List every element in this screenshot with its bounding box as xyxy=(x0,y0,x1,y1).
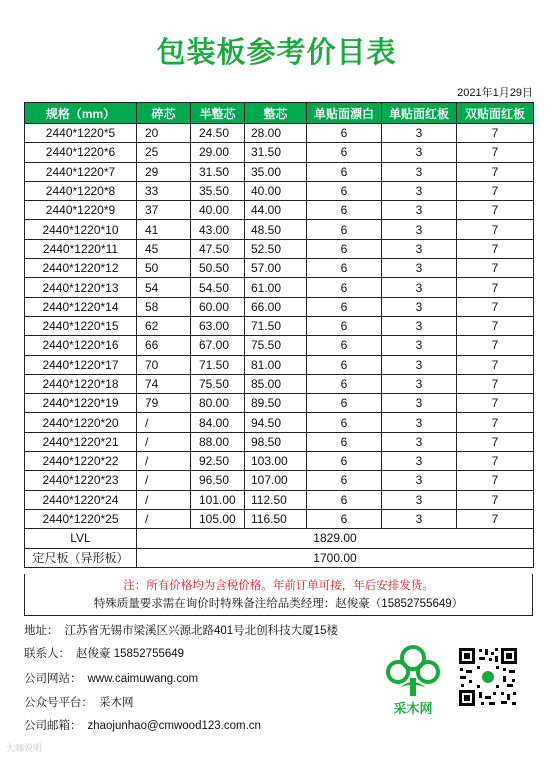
cell-suixin: 25 xyxy=(137,143,191,162)
cell-banzhengxin: 54.50 xyxy=(191,278,245,297)
cell-zhengxin: 48.50 xyxy=(245,220,307,239)
table-row xyxy=(25,259,534,278)
cell-single-red: 3 xyxy=(382,374,457,393)
table-row xyxy=(25,297,534,316)
cell-single-bleached: 6 xyxy=(307,143,382,162)
cell-banzhengxin: 29.00 xyxy=(191,143,245,162)
address-line xyxy=(24,622,338,638)
cell-double-red: 7 xyxy=(457,374,534,393)
header-single-red: 单贴面红板 xyxy=(382,103,457,124)
cell-single-red: 3 xyxy=(382,259,457,278)
cell-single-red: 3 xyxy=(382,394,457,413)
cell-zhengxin: 112.50 xyxy=(245,490,307,509)
header-spec: 规格（mm） xyxy=(25,103,137,124)
cell-single-bleached: 6 xyxy=(307,432,382,451)
table-row xyxy=(25,413,534,432)
note-black: 特殊质量要求需在询价时特殊备注给品类经理：赵俊豪（15852755649） xyxy=(93,598,464,610)
cell-double-red: 7 xyxy=(457,259,534,278)
cell-zhengxin: 71.50 xyxy=(245,316,307,335)
cell-double-red: 7 xyxy=(457,336,534,355)
fixed-label: 定尺板（异形板） xyxy=(25,548,137,567)
cell-spec: 2440*1220*21 xyxy=(25,432,137,451)
cell-banzhengxin: 92.50 xyxy=(191,452,245,471)
cell-single-bleached: 6 xyxy=(307,220,382,239)
cell-spec: 2440*1220*16 xyxy=(25,336,137,355)
cell-zhengxin: 107.00 xyxy=(245,471,307,490)
cell-spec: 2440*1220*23 xyxy=(25,471,137,490)
cell-spec: 2440*1220*11 xyxy=(25,239,137,258)
table-row xyxy=(25,355,534,374)
cell-single-bleached: 6 xyxy=(307,355,382,374)
cell-single-red: 3 xyxy=(382,297,457,316)
cell-single-bleached: 6 xyxy=(307,374,382,393)
address-label: 地址： xyxy=(24,625,59,637)
table-row xyxy=(25,239,534,258)
table-row xyxy=(25,374,534,393)
cell-single-bleached: 6 xyxy=(307,278,382,297)
qr-code-icon xyxy=(457,646,519,708)
cell-double-red: 7 xyxy=(457,394,534,413)
contact-person-line xyxy=(24,645,184,661)
cell-zhengxin: 98.50 xyxy=(245,432,307,451)
cell-double-red: 7 xyxy=(457,355,534,374)
table-row xyxy=(25,278,534,297)
cell-suixin: / xyxy=(137,509,191,528)
table-row xyxy=(25,452,534,471)
cell-banzhengxin: 43.00 xyxy=(191,220,245,239)
cell-suixin: 20 xyxy=(137,124,191,143)
lvl-label: LVL xyxy=(25,529,137,548)
cell-zhengxin: 75.50 xyxy=(245,336,307,355)
cell-spec: 2440*1220*10 xyxy=(25,220,137,239)
table-row xyxy=(25,124,534,143)
cell-banzhengxin: 88.00 xyxy=(191,432,245,451)
cell-single-red: 3 xyxy=(382,471,457,490)
cell-single-bleached: 6 xyxy=(307,452,382,471)
cell-suixin: / xyxy=(137,490,191,509)
fixed-value: 1700.00 xyxy=(137,548,534,567)
table-row xyxy=(25,316,534,335)
cell-suixin: 58 xyxy=(137,297,191,316)
cell-zhengxin: 116.50 xyxy=(245,509,307,528)
site-link[interactable]: www.caimuwang.com xyxy=(87,673,199,685)
logo-text: 采木网 xyxy=(393,701,433,716)
table-row xyxy=(25,220,534,239)
header-banzhengxin: 半整芯 xyxy=(191,103,245,124)
cell-single-bleached: 6 xyxy=(307,239,382,258)
wechat-line xyxy=(24,694,134,710)
cell-zhengxin: 85.00 xyxy=(245,374,307,393)
cell-zhengxin: 35.00 xyxy=(245,162,307,181)
cell-banzhengxin: 96.50 xyxy=(191,471,245,490)
company-logo xyxy=(378,640,448,716)
email-link[interactable]: zhaojunhao@cmwood123.com.cn xyxy=(87,720,261,732)
cell-suixin: / xyxy=(137,452,191,471)
cell-zhengxin: 40.00 xyxy=(245,181,307,200)
cell-banzhengxin: 63.00 xyxy=(191,316,245,335)
cell-spec: 2440*1220*7 xyxy=(25,162,137,181)
cell-single-red: 3 xyxy=(382,316,457,335)
cell-single-red: 3 xyxy=(382,452,457,471)
header-suixin: 碎芯 xyxy=(137,103,191,124)
address-value: 江苏省无锡市梁溪区兴源北路401号北创科技大厦15楼 xyxy=(64,625,338,637)
cell-banzhengxin: 31.50 xyxy=(191,162,245,181)
cell-suixin: / xyxy=(137,413,191,432)
cell-single-red: 3 xyxy=(382,143,457,162)
cell-single-red: 3 xyxy=(382,181,457,200)
watermark: 大咖说明 xyxy=(6,743,43,753)
cell-banzhengxin: 105.00 xyxy=(191,509,245,528)
cell-suixin: / xyxy=(137,432,191,451)
cell-single-bleached: 6 xyxy=(307,490,382,509)
fixed-row xyxy=(25,548,534,567)
cell-spec: 2440*1220*24 xyxy=(25,490,137,509)
cell-banzhengxin: 47.50 xyxy=(191,239,245,258)
email-line xyxy=(24,717,261,733)
cell-single-red: 3 xyxy=(382,355,457,374)
notes-box xyxy=(24,574,533,616)
cell-zhengxin: 31.50 xyxy=(245,143,307,162)
cell-suixin: 66 xyxy=(137,336,191,355)
cell-banzhengxin: 80.00 xyxy=(191,394,245,413)
person-label: 联系人： xyxy=(24,648,70,660)
cell-banzhengxin: 101.00 xyxy=(191,490,245,509)
table-row xyxy=(25,471,534,490)
cell-single-bleached: 6 xyxy=(307,124,382,143)
table-body xyxy=(25,124,534,529)
cell-spec: 2440*1220*19 xyxy=(25,394,137,413)
cell-banzhengxin: 35.50 xyxy=(191,181,245,200)
cell-spec: 2440*1220*6 xyxy=(25,143,137,162)
cell-double-red: 7 xyxy=(457,162,534,181)
table-row xyxy=(25,432,534,451)
website-line xyxy=(24,670,198,686)
cell-spec: 2440*1220*22 xyxy=(25,452,137,471)
cell-banzhengxin: 71.50 xyxy=(191,355,245,374)
cell-suixin: 74 xyxy=(137,374,191,393)
cell-spec: 2440*1220*25 xyxy=(25,509,137,528)
cell-banzhengxin: 84.00 xyxy=(191,413,245,432)
cell-suixin: 29 xyxy=(137,162,191,181)
table-row xyxy=(25,143,534,162)
cell-suixin: 62 xyxy=(137,316,191,335)
cell-single-red: 3 xyxy=(382,220,457,239)
cell-double-red: 7 xyxy=(457,413,534,432)
cell-zhengxin: 61.00 xyxy=(245,278,307,297)
cell-suixin: 33 xyxy=(137,181,191,200)
cell-spec: 2440*1220*5 xyxy=(25,124,137,143)
cell-suixin: 70 xyxy=(137,355,191,374)
cell-zhengxin: 57.00 xyxy=(245,259,307,278)
cell-single-red: 3 xyxy=(382,509,457,528)
cell-single-red: 3 xyxy=(382,336,457,355)
cell-double-red: 7 xyxy=(457,452,534,471)
cell-spec: 2440*1220*20 xyxy=(25,413,137,432)
cell-single-bleached: 6 xyxy=(307,394,382,413)
cell-double-red: 7 xyxy=(457,490,534,509)
cell-zhengxin: 52.50 xyxy=(245,239,307,258)
header-single-bleached: 单贴面漂白 xyxy=(307,103,382,124)
cell-banzhengxin: 75.50 xyxy=(191,374,245,393)
cell-suixin: 50 xyxy=(137,259,191,278)
cell-zhengxin: 28.00 xyxy=(245,124,307,143)
cell-double-red: 7 xyxy=(457,239,534,258)
cell-banzhengxin: 40.00 xyxy=(191,201,245,220)
table-row xyxy=(25,490,534,509)
table-row xyxy=(25,336,534,355)
cell-spec: 2440*1220*13 xyxy=(25,278,137,297)
cell-banzhengxin: 67.00 xyxy=(191,336,245,355)
cell-single-red: 3 xyxy=(382,124,457,143)
cell-single-bleached: 6 xyxy=(307,201,382,220)
cell-zhengxin: 66.00 xyxy=(245,297,307,316)
table-row xyxy=(25,394,534,413)
table-row xyxy=(25,509,534,528)
cell-spec: 2440*1220*8 xyxy=(25,181,137,200)
lvl-row xyxy=(25,529,534,548)
cell-spec: 2440*1220*17 xyxy=(25,355,137,374)
cell-single-bleached: 6 xyxy=(307,509,382,528)
cell-suixin: / xyxy=(137,471,191,490)
cell-double-red: 7 xyxy=(457,471,534,490)
cell-single-bleached: 6 xyxy=(307,297,382,316)
cell-single-red: 3 xyxy=(382,201,457,220)
lvl-value: 1829.00 xyxy=(137,529,534,548)
header-zhengxin: 整芯 xyxy=(245,103,307,124)
page-title: 包装板参考价目表 xyxy=(156,35,397,69)
cell-double-red: 7 xyxy=(457,316,534,335)
cell-suixin: 37 xyxy=(137,201,191,220)
cell-zhengxin: 103.00 xyxy=(245,452,307,471)
cell-zhengxin: 44.00 xyxy=(245,201,307,220)
cell-single-bleached: 6 xyxy=(307,259,382,278)
cell-zhengxin: 81.00 xyxy=(245,355,307,374)
cell-double-red: 7 xyxy=(457,278,534,297)
cell-single-red: 3 xyxy=(382,239,457,258)
wechat-value: 采木网 xyxy=(99,697,134,709)
cell-single-red: 3 xyxy=(382,490,457,509)
date-label: 2021年1月29日 xyxy=(457,87,533,99)
cell-single-red: 3 xyxy=(382,413,457,432)
note-red: 注：所有价格均为含税价格。年前订单可接，年后安排发货。 xyxy=(123,580,434,592)
cell-banzhengxin: 24.50 xyxy=(191,124,245,143)
cell-double-red: 7 xyxy=(457,201,534,220)
cell-spec: 2440*1220*9 xyxy=(25,201,137,220)
email-label: 公司邮箱： xyxy=(24,720,82,732)
cell-double-red: 7 xyxy=(457,509,534,528)
price-table xyxy=(24,102,534,568)
cell-single-red: 3 xyxy=(382,162,457,181)
site-label: 公司网站： xyxy=(24,673,82,685)
cell-zhengxin: 94.50 xyxy=(245,413,307,432)
cell-double-red: 7 xyxy=(457,432,534,451)
cell-spec: 2440*1220*18 xyxy=(25,374,137,393)
cell-banzhengxin: 60.00 xyxy=(191,297,245,316)
cell-suixin: 45 xyxy=(137,239,191,258)
person-value: 赵俊豪 15852755649 xyxy=(76,648,185,660)
cell-double-red: 7 xyxy=(457,181,534,200)
cell-double-red: 7 xyxy=(457,297,534,316)
cell-suixin: 41 xyxy=(137,220,191,239)
table-row xyxy=(25,162,534,181)
cell-spec: 2440*1220*12 xyxy=(25,259,137,278)
cell-zhengxin: 89.50 xyxy=(245,394,307,413)
cell-single-bleached: 6 xyxy=(307,162,382,181)
cell-banzhengxin: 50.50 xyxy=(191,259,245,278)
header-double-red: 双贴面红板 xyxy=(457,103,534,124)
cell-suixin: 79 xyxy=(137,394,191,413)
cell-single-red: 3 xyxy=(382,278,457,297)
cell-single-bleached: 6 xyxy=(307,316,382,335)
cell-suixin: 54 xyxy=(137,278,191,297)
cell-single-bleached: 6 xyxy=(307,471,382,490)
cell-spec: 2440*1220*15 xyxy=(25,316,137,335)
cell-single-bleached: 6 xyxy=(307,181,382,200)
cell-single-bleached: 6 xyxy=(307,336,382,355)
cell-single-red: 3 xyxy=(382,432,457,451)
table-header-row xyxy=(25,103,534,124)
cell-single-bleached: 6 xyxy=(307,413,382,432)
table-row xyxy=(25,201,534,220)
table-row xyxy=(25,181,534,200)
cell-spec: 2440*1220*14 xyxy=(25,297,137,316)
cell-double-red: 7 xyxy=(457,220,534,239)
wechat-label: 公众号平台： xyxy=(24,697,93,709)
cell-double-red: 7 xyxy=(457,124,534,143)
cell-double-red: 7 xyxy=(457,143,534,162)
